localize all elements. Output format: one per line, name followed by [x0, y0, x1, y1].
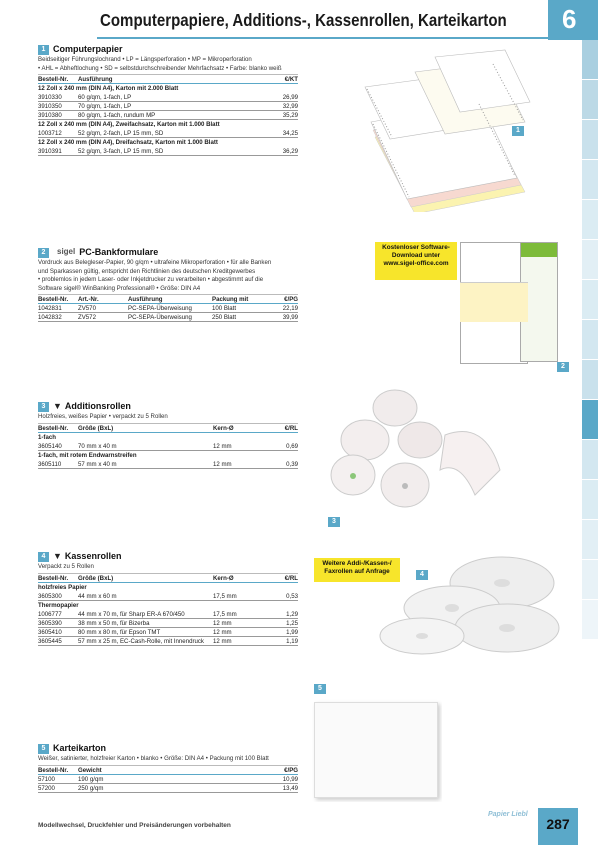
column-header: Packung mit	[212, 296, 249, 303]
column-header: €/RL	[284, 574, 298, 582]
section-title: Additionsrollen	[64, 401, 131, 412]
price: 26,99	[282, 94, 298, 101]
group-label: 12 Zoll x 240 mm (DIN A4), Dreifachsatz, Karton mit 1.000 Blatt	[38, 139, 218, 146]
group-label: 1-fach	[38, 433, 56, 441]
addition-rolls-image	[325, 380, 525, 530]
table-row	[38, 637, 298, 646]
register-tab-active	[582, 400, 598, 440]
price: 32,99	[282, 103, 298, 110]
section-number: 2	[38, 248, 49, 258]
table-header	[38, 423, 298, 433]
computer-paper-image	[345, 42, 555, 212]
product-variant: 80 g/qm, 1-fach, rundum MP	[78, 112, 156, 119]
weight: 250 g/qm	[78, 784, 104, 792]
section-title: Kassenrollen	[64, 551, 122, 562]
table-row	[38, 784, 298, 793]
form-field-area	[460, 282, 528, 322]
footer-disclaimer: Modellwechsel, Druckfehler und Preisänderungen vorbehalten	[38, 822, 231, 829]
order-number: 3605445	[38, 637, 62, 645]
column-header: Bestell-Nr.	[38, 424, 69, 432]
roll-icon: ▼	[53, 551, 62, 562]
size: 70 mm x 40 m	[78, 442, 117, 450]
price: 0,53	[286, 592, 298, 600]
section-description: Holzfreies, weißes Papier • verpackt zu 5 Rollen	[38, 413, 168, 420]
order-number: 3910350	[38, 103, 62, 110]
section-description: und Sparkassen gültig, entspricht den Richtlinien des deutschen Kreditgewerbes	[38, 267, 256, 275]
order-number: 3605110	[38, 460, 62, 468]
table-header	[38, 74, 298, 84]
order-number: 3910391	[38, 148, 62, 155]
register-tab	[582, 480, 598, 520]
section-computerpapier	[38, 44, 298, 156]
group-label: 1-fach, mit rotem Endwarnstreifen	[38, 451, 137, 459]
section-pc-bankformulare	[38, 247, 298, 322]
price: 1,25	[286, 619, 298, 627]
table-row	[38, 628, 298, 637]
price: 0,39	[286, 460, 298, 468]
price: 34,25	[282, 130, 298, 137]
register-tab	[582, 600, 598, 640]
group-label: 12 Zoll x 240 mm (DIN A4), Zweifachsatz, Karton mit 1.000 Blatt	[38, 121, 220, 128]
core-diameter: 12 mm	[213, 619, 232, 627]
price: 36,29	[282, 148, 298, 155]
rolls-illustration	[325, 380, 525, 530]
table-row	[38, 111, 298, 120]
more-rolls-note	[314, 558, 400, 582]
price: 0,69	[286, 442, 298, 450]
section-description: • AHL = Abheftlochung • SD = selbstdurchschreibender Mehrfachsatz • Farbe: blanko weiß	[38, 64, 282, 72]
publisher-logo: Papier Liebl	[488, 811, 528, 818]
order-number: 57200	[38, 784, 55, 792]
section-kassenrollen	[38, 551, 298, 646]
group-label: Thermopapier	[38, 601, 79, 609]
section-description: Verpackt zu 5 Rollen	[38, 563, 94, 570]
table-row	[38, 619, 298, 628]
register-tab	[582, 200, 598, 240]
note-line: Download unter	[391, 252, 441, 259]
column-header: Bestell-Nr.	[38, 766, 69, 774]
price: 13,49	[282, 784, 298, 792]
core-diameter: 12 mm	[213, 637, 232, 645]
header-rule	[97, 37, 548, 39]
price: 1,29	[286, 610, 298, 618]
register-tab	[582, 80, 598, 120]
order-number: 3605140	[38, 442, 62, 450]
product-variant: 60 g/qm, 1-fach, LP	[78, 94, 132, 101]
image-label: 1	[512, 126, 524, 136]
column-header: €/PG	[284, 766, 298, 774]
image-label: 4	[416, 570, 428, 580]
register-tab	[582, 320, 598, 360]
chapter-tab	[548, 0, 598, 40]
price: 10,99	[282, 775, 298, 783]
section-number: 3	[38, 402, 49, 412]
page-number: 287	[538, 808, 578, 845]
cash-rolls-image	[312, 548, 574, 658]
note-line: Kostenloser Software-	[382, 244, 450, 251]
order-number: 1006777	[38, 610, 62, 618]
price: 22,19	[282, 305, 298, 312]
table-row	[38, 93, 298, 102]
column-header: Kern-Ø	[213, 424, 234, 432]
size: 44 mm x 60 m	[78, 592, 117, 600]
roll-icon: ▼	[53, 401, 62, 412]
section-title: Karteikarton	[53, 743, 107, 754]
section-title: Computerpapier	[53, 44, 123, 55]
column-header: Größe (BxL)	[78, 574, 114, 582]
register-tab	[582, 240, 598, 280]
register-tab	[582, 160, 598, 200]
article-number: ZV572	[78, 314, 96, 321]
size: 38 mm x 50 m, für Bizerba	[78, 619, 150, 627]
column-header: €/RL	[284, 424, 298, 432]
table-row	[38, 313, 298, 322]
table-header	[38, 573, 298, 583]
product-variant: 70 g/qm, 1-fach, LP	[78, 103, 132, 110]
section-additionsrollen	[38, 401, 298, 469]
column-header: Bestell-Nr.	[38, 574, 69, 582]
order-number: 1042831	[38, 305, 62, 312]
column-header: Bestell-Nr.	[38, 296, 69, 303]
pack-size: 250 Blatt	[212, 314, 237, 321]
article-number: ZV570	[78, 305, 96, 312]
table-row	[38, 460, 298, 469]
image-label: 3	[328, 517, 340, 527]
order-number: 1042832	[38, 314, 62, 321]
section-number: 5	[38, 744, 49, 754]
section-description: Software sigel® WinBanking Professional® • Größe: DIN A4	[38, 284, 201, 292]
size: 57 mm x 40 m	[78, 460, 117, 468]
product-variant: PC-SEPA-Überweisung	[128, 305, 192, 312]
pack-size: 100 Blatt	[212, 305, 237, 312]
bank-forms-image	[370, 240, 575, 375]
order-number: 3605410	[38, 628, 62, 636]
register-tab	[582, 120, 598, 160]
core-diameter: 12 mm	[213, 628, 232, 636]
note-line: www.sigel-office.com	[383, 260, 449, 267]
group-label: 12 Zoll x 240 mm (DIN A4), Karton mit 2.000 Blatt	[38, 85, 179, 92]
column-header: Größe (BxL)	[78, 424, 114, 432]
table-header	[38, 294, 298, 304]
order-number: 3605390	[38, 619, 62, 627]
order-number: 3910380	[38, 112, 62, 119]
section-description: Weißer, satinierter, holzfreier Karton • blanko • Größe: DIN A4 • Packung mit 100 Blatt	[38, 755, 269, 762]
column-header: €/KT	[284, 76, 298, 83]
table-row	[38, 304, 298, 313]
table-header	[38, 765, 298, 775]
section-description: Vordruck aus Belegleser-Papier, 90 g/qm • ultrafeine Mikroperforation • für alle Banken	[38, 259, 272, 266]
size: 57 mm x 25 m, EC-Cash-Rolle, mit Innendruck	[78, 637, 204, 645]
page-header	[0, 0, 598, 40]
order-number: 57100	[38, 775, 55, 783]
register-tab	[582, 280, 598, 320]
table-row	[38, 442, 298, 451]
product-variant: PC-SEPA-Überweisung	[128, 314, 192, 321]
register-tab	[582, 40, 598, 80]
table-row	[38, 102, 298, 111]
size: 80 mm x 80 m, für Epson TMT	[78, 628, 161, 636]
section-title: PC-Bankformulare	[79, 247, 159, 258]
section-description: Beidseitiger Führungslochrand • LP = Längsperforation • MP = Mikroperforation	[38, 56, 252, 63]
register-tab	[582, 360, 598, 400]
column-header: €/PG	[284, 296, 298, 303]
product-variant: 52 g/qm, 2-fach, LP 15 mm, SD	[78, 130, 164, 137]
chapter-register	[582, 40, 598, 845]
image-label: 2	[557, 362, 569, 372]
core-diameter: 17,5 mm	[213, 610, 237, 618]
column-header: Ausführung	[128, 296, 163, 303]
note-line: Faxrollen auf Anfrage	[324, 568, 390, 575]
register-tab	[582, 520, 598, 560]
size: 44 mm x 70 m, für Sharp ER-A 670/450	[78, 610, 185, 618]
section-karteikarton	[38, 743, 298, 793]
table-row	[38, 147, 298, 156]
section-description: • problemlos in jedem Laser- oder Inkjetdrucker zu verarbeiten • abgestimmt auf die	[38, 276, 264, 283]
product-variant: 52 g/qm, 3-fach, LP 15 mm, SD	[78, 148, 164, 155]
column-header: Gewicht	[78, 766, 102, 774]
group-label: holzfreies Papier	[38, 583, 87, 591]
chapter-number: 6	[562, 4, 577, 34]
core-diameter: 12 mm	[213, 442, 232, 450]
image-label: 5	[314, 684, 326, 694]
sigel-logo: sigel	[57, 247, 76, 257]
table-row	[38, 129, 298, 138]
register-tab	[582, 560, 598, 600]
software-note	[375, 242, 457, 280]
order-number: 1003712	[38, 130, 62, 137]
price: 39,99	[282, 314, 298, 321]
table-row	[38, 592, 298, 601]
price: 1,99	[286, 628, 298, 636]
table-row	[38, 610, 298, 619]
section-number: 1	[38, 45, 49, 55]
column-header: Ausführung	[78, 76, 113, 83]
column-header: Bestell-Nr.	[38, 76, 69, 83]
core-diameter: 12 mm	[213, 460, 232, 468]
price: 35,29	[282, 112, 298, 119]
register-tab	[582, 440, 598, 480]
weight: 190 g/qm	[78, 775, 104, 783]
core-diameter: 17,5 mm	[213, 592, 237, 600]
note-line: Weitere Addi-/Kassen-/	[322, 560, 392, 567]
card-stack	[314, 702, 438, 798]
column-header: Art.-Nr.	[78, 296, 99, 303]
index-cards-image	[312, 682, 442, 802]
order-number: 3910330	[38, 94, 62, 101]
section-number: 4	[38, 552, 49, 562]
order-number: 3605300	[38, 592, 62, 600]
column-header: Kern-Ø	[213, 574, 234, 582]
page-title: Computerpapiere, Additions-, Kassenrollen, Karteikarton	[100, 10, 507, 30]
price: 1,19	[286, 637, 298, 645]
table-row	[38, 775, 298, 784]
